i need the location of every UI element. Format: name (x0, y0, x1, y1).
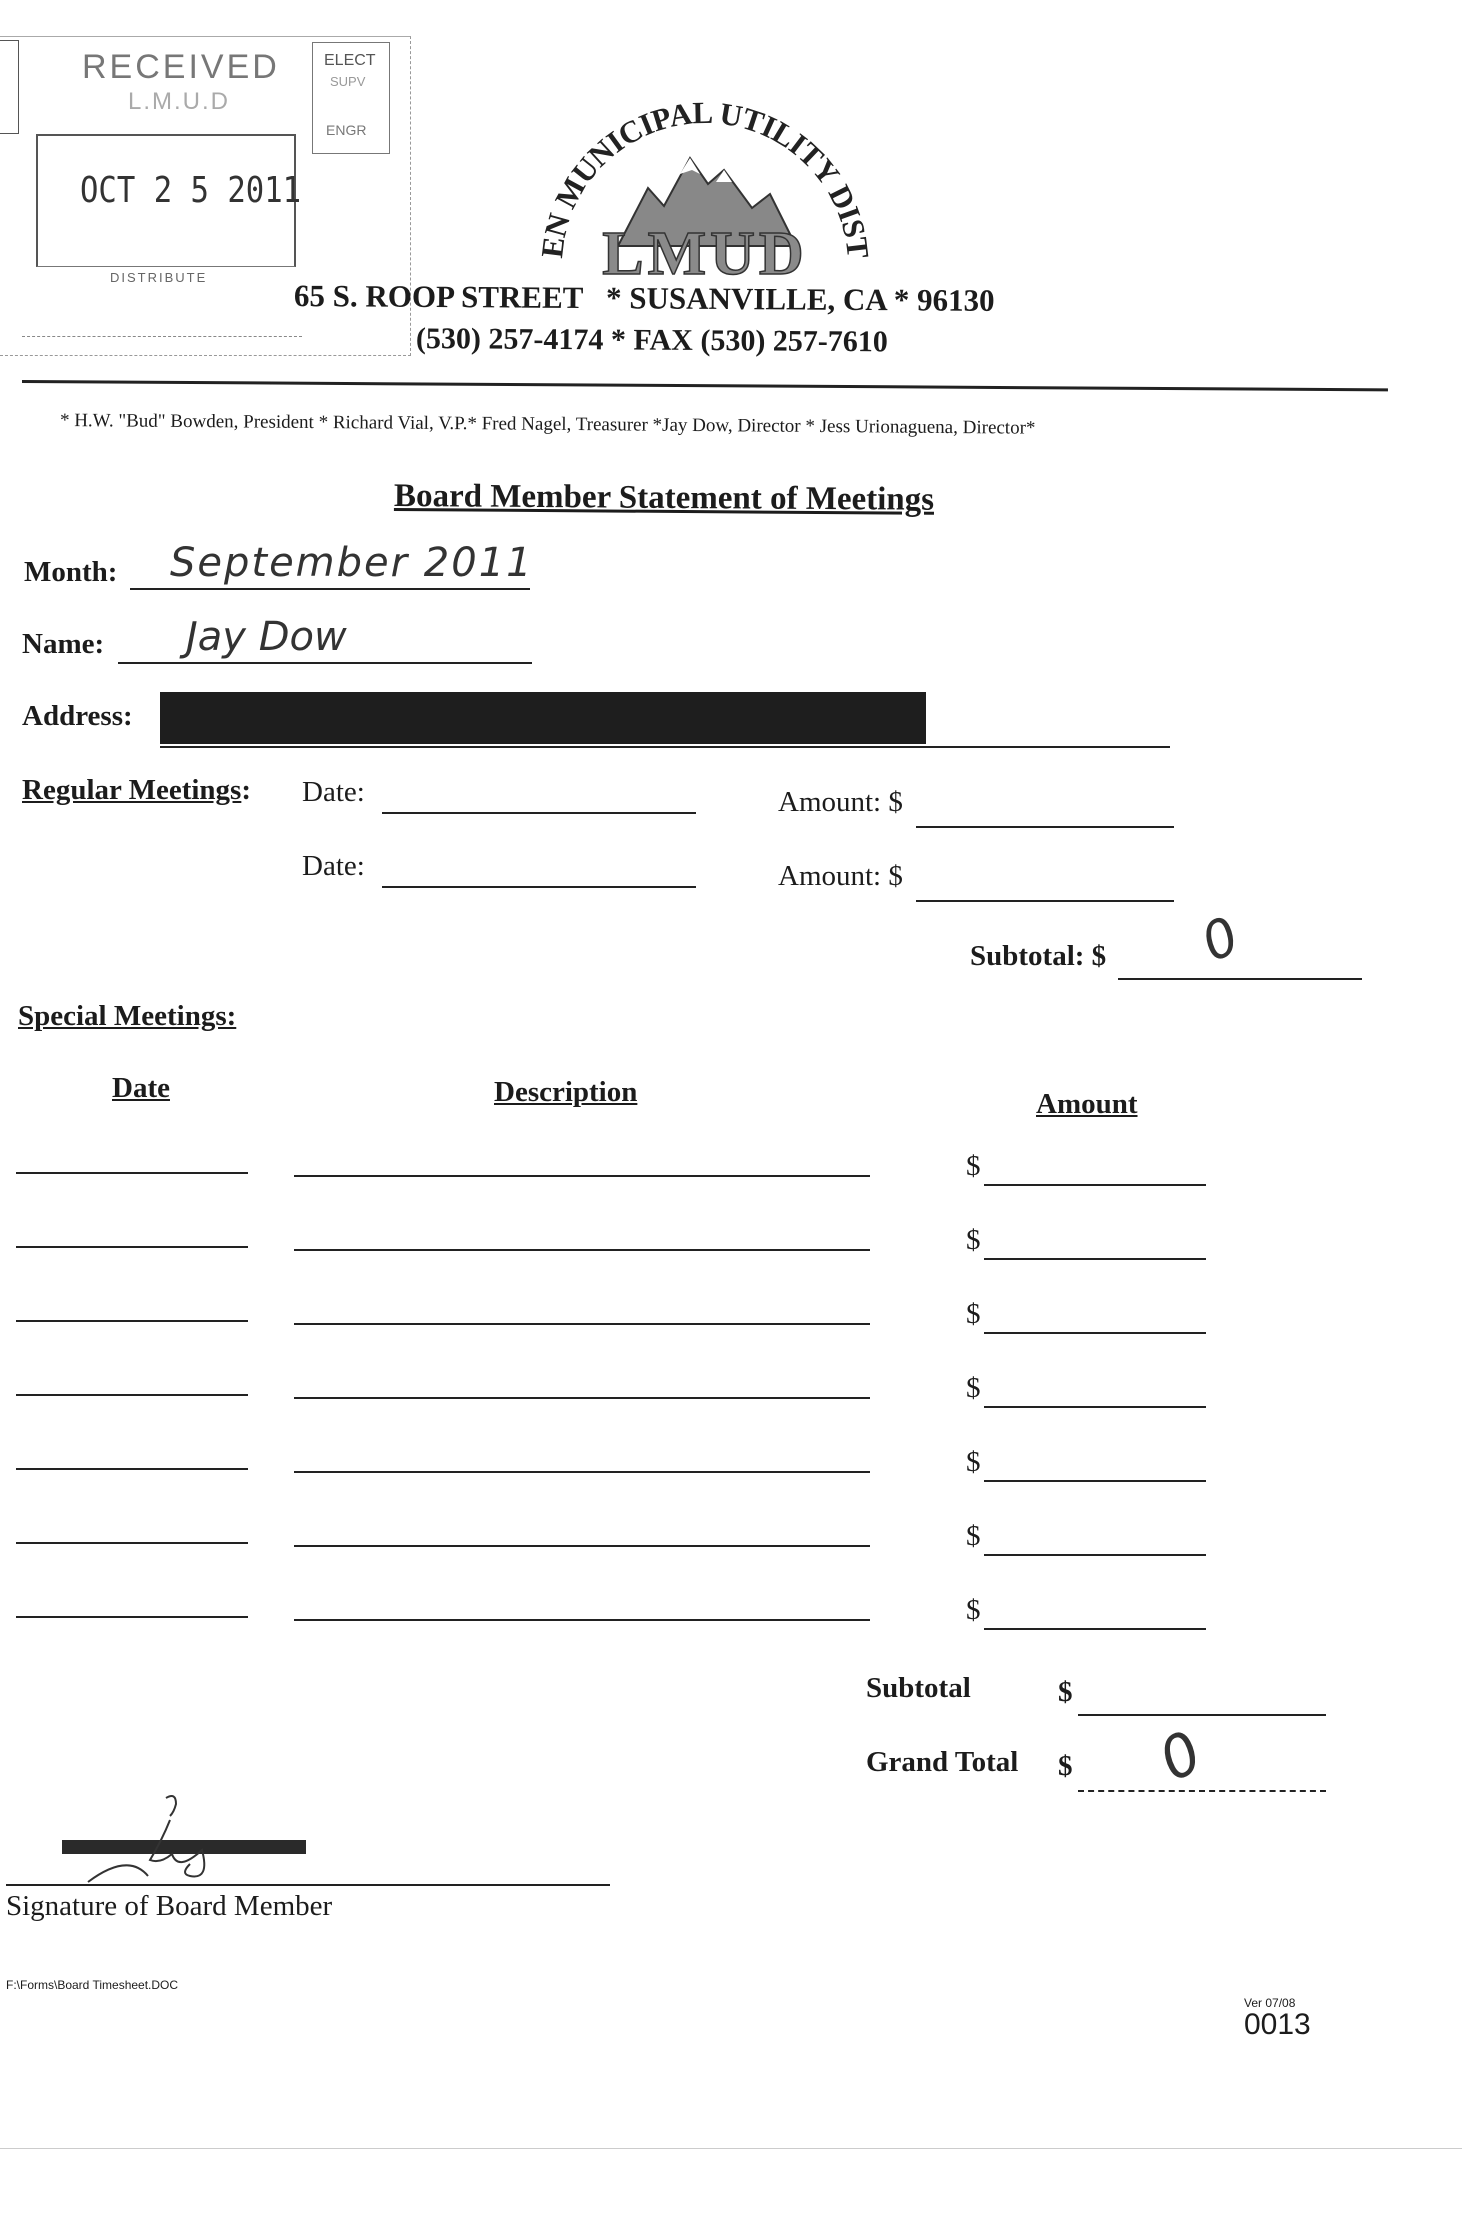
regular-date-line-2 (382, 886, 696, 888)
regular-meetings-text: Regular Meetings (22, 774, 242, 806)
special-subtotal-label: Subtotal (866, 1672, 971, 1704)
address-redaction (160, 692, 926, 744)
regular-amount-label-1: Amount: $ (778, 786, 903, 818)
regular-meetings-label (22, 774, 251, 807)
special-amount-dollar: $ (966, 1446, 981, 1478)
special-date-line (16, 1542, 248, 1544)
signature-scribble (80, 1790, 280, 1890)
special-date-line (16, 1320, 248, 1322)
regular-amount-label-2: Amount: $ (778, 860, 903, 892)
signature-label: Signature of Board Member (6, 1890, 333, 1922)
name-label: Name: (22, 628, 105, 660)
special-date-line (16, 1616, 248, 1618)
stamp-distribute-text: DISTRIBUTE (110, 270, 208, 285)
stamp-side-engr: ENGR (326, 122, 367, 138)
special-amount-line (984, 1480, 1206, 1482)
grand-total-label: Grand Total (866, 1746, 1019, 1778)
regular-subtotal-label: Subtotal: $ (970, 940, 1107, 972)
logo-monogram: LMUD (602, 220, 808, 282)
month-value: September 2011 (170, 540, 534, 586)
regular-date-line-1 (382, 812, 696, 814)
special-amount-dollar: $ (966, 1298, 981, 1330)
regular-date-label-1: Date: (302, 776, 365, 808)
col-header-amount: Amount (1036, 1088, 1138, 1120)
footer-page-number: 0013 (1244, 2008, 1311, 2041)
col-header-description: Description (494, 1076, 638, 1108)
regular-subtotal-line (1118, 978, 1362, 980)
month-label: Month: (24, 556, 118, 588)
header-phone: (530) 257-4174 * FAX (530) 257-7610 (415, 322, 888, 359)
special-amount-line (984, 1184, 1206, 1186)
regular-date-label-2: Date: (302, 850, 365, 882)
name-value: Jay Dow (186, 614, 347, 660)
special-amount-dollar: $ (966, 1520, 981, 1552)
special-date-line (16, 1468, 248, 1470)
special-amount-line (984, 1258, 1206, 1260)
special-date-line (16, 1394, 248, 1396)
address-field-line (160, 746, 1170, 748)
grand-total-line (1078, 1790, 1326, 1792)
stamp-received-text: RECEIVED (82, 48, 280, 86)
header-rule (22, 380, 1388, 391)
board-members-line: * H.W. "Bud" Bowden, President * Richard Vial, V.P.* Fred Nagel, Treasurer *Jay Dow, Director * Jess Urionaguena, Director* (59, 410, 1036, 439)
regular-amount-line-1 (916, 826, 1174, 828)
special-description-line (294, 1545, 870, 1547)
special-subtotal-line (1078, 1714, 1326, 1716)
special-amount-dollar: $ (966, 1372, 981, 1404)
special-date-line (16, 1246, 248, 1248)
address-label: Address: (22, 700, 133, 732)
regular-amount-line-2 (916, 900, 1174, 902)
month-field-line (130, 588, 530, 590)
header-address: 65 S. ROOP STREET * SUSANVILLE, CA * 96130 (293, 278, 995, 318)
name-field-line (118, 662, 532, 664)
special-description-line (294, 1471, 870, 1473)
special-amount-dollar: $ (966, 1224, 981, 1256)
special-amount-line (984, 1628, 1206, 1630)
special-meetings-label: Special Meetings: (18, 1000, 237, 1032)
special-date-line (16, 1172, 248, 1174)
regular-subtotal-value: 0 (1192, 905, 1249, 975)
special-amount-dollar: $ (966, 1150, 981, 1182)
signature-line (6, 1884, 610, 1886)
special-amount-dollar: $ (966, 1594, 981, 1626)
stamp-bottom-dashes (22, 336, 302, 337)
special-description-line (294, 1249, 870, 1251)
special-description-line (294, 1619, 870, 1621)
stamp-left-bracket (0, 40, 19, 134)
stamp-side-elect: ELECT (324, 52, 376, 69)
special-description-line (294, 1175, 870, 1177)
scan-edge (0, 2148, 1462, 2149)
special-description-line (294, 1397, 870, 1399)
stamp-side-supv: SUPV (330, 74, 366, 89)
stamp-sub-text: L.M.U.D (128, 88, 231, 115)
stamp-date: OCT 2 5 2011 (80, 170, 302, 211)
footer-file-path: F:\Forms\Board Timesheet.DOC (6, 1978, 179, 1992)
special-subtotal-dollar: $ (1058, 1676, 1073, 1708)
footer-version: Ver 07/08 (1244, 1996, 1296, 2010)
special-amount-line (984, 1554, 1206, 1556)
grand-total-value: 0 (1148, 1717, 1213, 1795)
lmud-logo (540, 96, 870, 282)
regular-meetings-colon: : (241, 774, 252, 806)
special-amount-line (984, 1406, 1206, 1408)
special-description-line (294, 1323, 870, 1325)
grand-total-dollar: $ (1058, 1750, 1073, 1782)
form-title: Board Member Statement of Meetings (393, 478, 935, 518)
special-amount-line (984, 1332, 1206, 1334)
logo-arc-text: N MUNICIPAL UTILITY DIS (540, 96, 870, 241)
col-header-date: Date (112, 1072, 170, 1104)
